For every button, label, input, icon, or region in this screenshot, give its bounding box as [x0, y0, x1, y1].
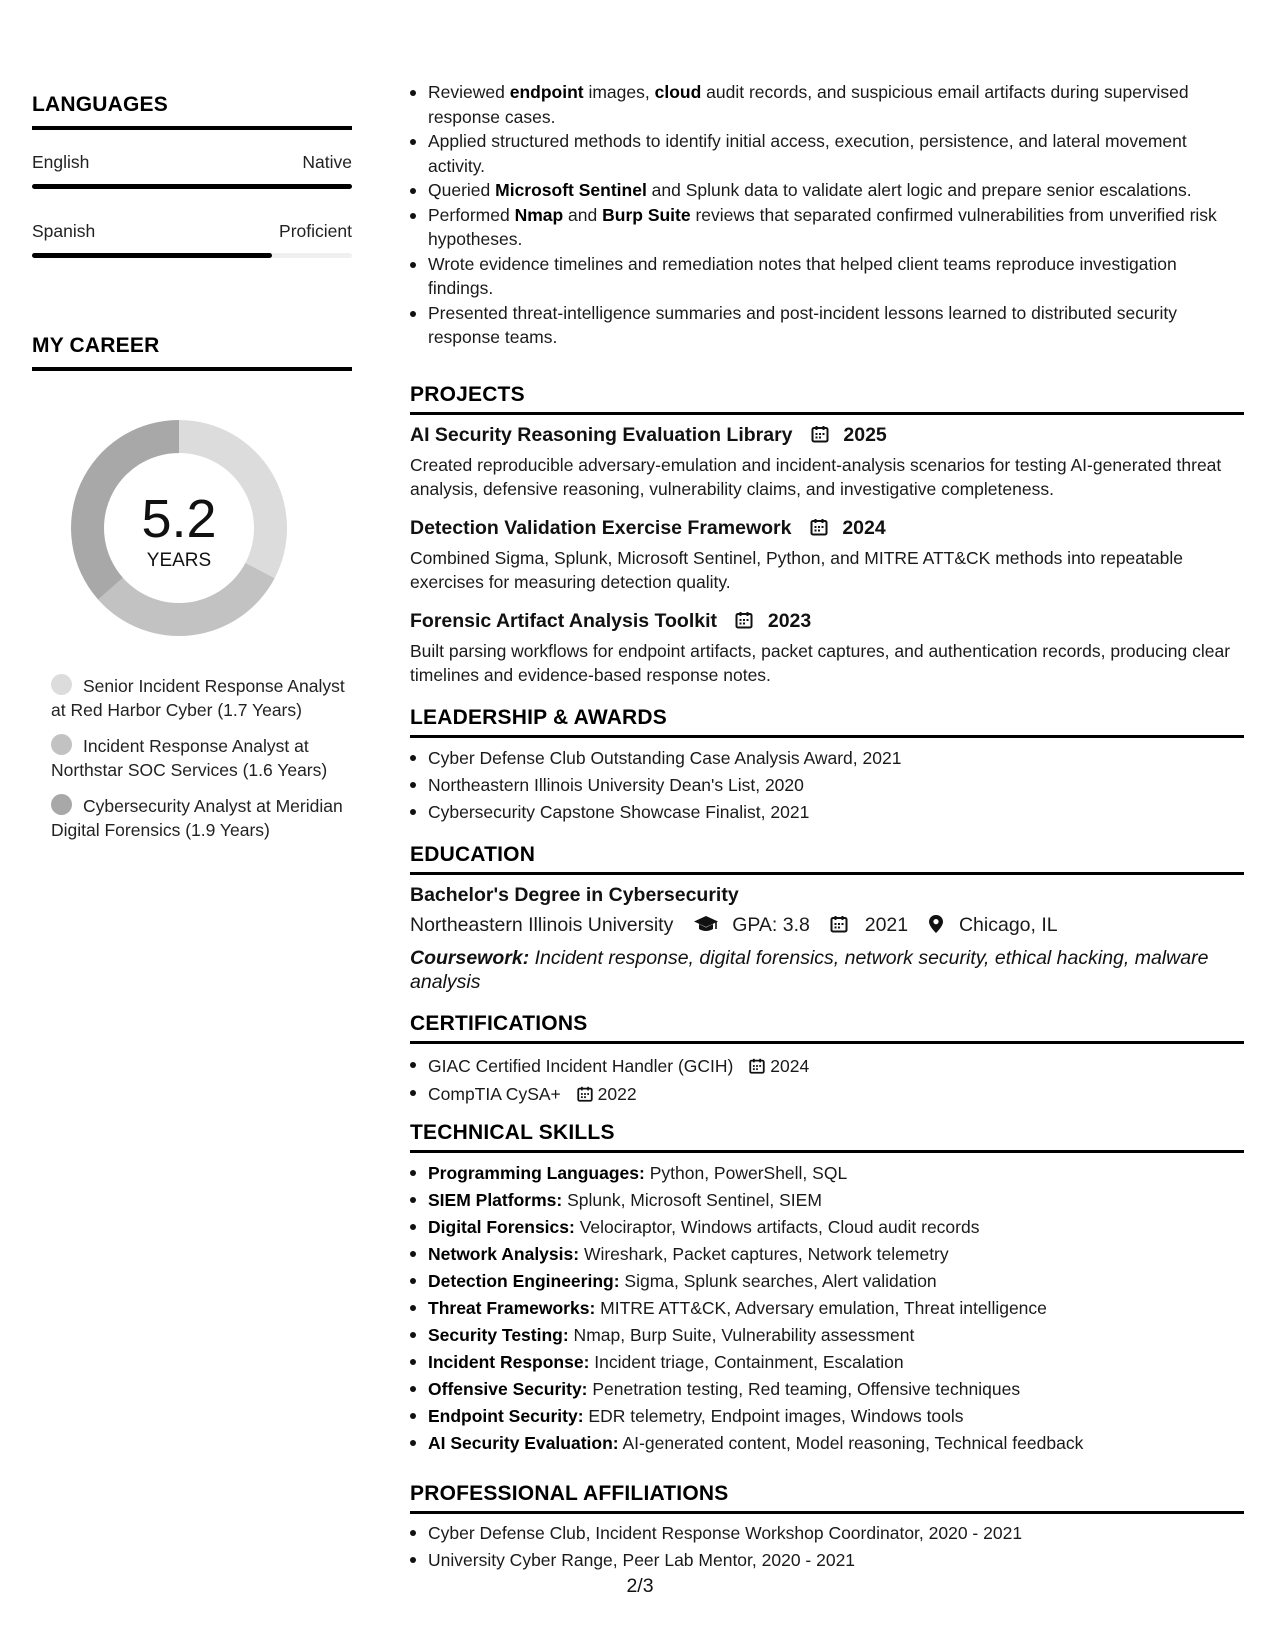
career-legend-item — [51, 734, 351, 782]
language-row-english — [32, 152, 352, 173]
leadership-rule — [410, 735, 1244, 738]
affiliation-item: University Cyber Range, Peer Lab Mentor, 2020 - 2021 — [410, 1547, 1244, 1574]
language-row-spanish — [32, 221, 352, 242]
project-description: Built parsing workflows for endpoint artifacts, packet captures, and authentication records, producing clear timelines and evidence-based response notes. — [410, 641, 1231, 685]
language-bar-fill — [32, 184, 352, 189]
coursework-label: Coursework: — [410, 947, 530, 969]
school-location: Chicago, IL — [958, 914, 1058, 936]
experience-bullet: Reviewed endpoint images, cloud audit records, and suspicious email artifacts during supervised response cases. — [410, 80, 1244, 129]
skill-item: SIEM Platforms: Splunk, Microsoft Sentinel, SIEM — [410, 1187, 1244, 1214]
skill-item: Security Testing: Nmap, Burp Suite, Vulnerability assessment — [410, 1322, 1244, 1349]
education-details — [410, 914, 1058, 937]
coursework — [410, 946, 1244, 994]
skill-item: Programming Languages: Python, PowerShell, SQL — [410, 1160, 1244, 1187]
skills-list — [410, 1160, 1244, 1457]
legend-dot — [51, 734, 72, 755]
career-legend-item — [51, 794, 351, 842]
career-label: Senior Incident Response Analyst at Red Harbor Cyber (1.7 Years) — [51, 676, 345, 720]
leadership-item: Cyber Defense Club Outstanding Case Analysis Award, 2021 — [410, 745, 1244, 772]
skill-item: Detection Engineering: Sigma, Splunk searches, Alert validation — [410, 1268, 1244, 1295]
skills-heading: TECHNICAL SKILLS — [410, 1121, 615, 1144]
skill-item: Threat Frameworks: MITRE ATT&CK, Adversary emulation, Threat intelligence — [410, 1295, 1244, 1322]
degree-title: Bachelor's Degree in Cybersecurity — [410, 884, 739, 906]
project-title: AI Security Reasoning Evaluation Library 2025 — [410, 424, 887, 446]
experience-bullet: Applied structured methods to identify initial access, execution, persistence, and lateral movement activity. — [410, 129, 1244, 178]
leadership-item: Cybersecurity Capstone Showcase Finalist, 2021 — [410, 799, 1244, 826]
calendar-icon — [809, 517, 829, 537]
career-heading: MY CAREER — [32, 334, 160, 357]
calendar-icon — [576, 1085, 594, 1103]
skills-rule — [410, 1150, 1244, 1153]
calendar-icon — [829, 914, 849, 934]
experience-bullet: Queried Microsoft Sentinel and Splunk data to validate alert logic and prepare senior escalations. — [410, 178, 1244, 203]
experience-bullets — [410, 80, 1244, 350]
skill-item: Network Analysis: Wireshark, Packet captures, Network telemetry — [410, 1241, 1244, 1268]
projects-rule — [410, 412, 1244, 415]
affiliation-item: Cyber Defense Club, Incident Response Workshop Coordinator, 2020 - 2021 — [410, 1520, 1244, 1547]
languages-heading-rule — [32, 126, 352, 130]
career-legend — [51, 674, 351, 854]
affiliations-rule — [410, 1511, 1244, 1514]
language-bar-spanish — [32, 253, 352, 258]
languages-heading: LANGUAGES — [32, 93, 168, 116]
donut-segment-2 — [98, 563, 274, 636]
coursework-text: Incident response, digital forensics, network security, ethical hacking, malware analysis — [410, 947, 1209, 993]
language-level: Proficient — [279, 221, 352, 241]
education-rule — [410, 872, 1244, 875]
affiliations-heading: PROFESSIONAL AFFILIATIONS — [410, 1482, 729, 1505]
graduation-cap-icon — [693, 914, 719, 934]
skill-item: AI Security Evaluation: AI-generated content, Model reasoning, Technical feedback — [410, 1430, 1244, 1457]
leadership-list — [410, 745, 1244, 826]
project-title: Forensic Artifact Analysis Toolkit 2023 — [410, 610, 812, 632]
experience-bullet: Wrote evidence timelines and remediation notes that helped client teams reproduce investigation findings. — [410, 252, 1244, 301]
career-label: Incident Response Analyst at Northstar SOC Services (1.6 Years) — [51, 736, 328, 780]
language-bar-english — [32, 184, 352, 189]
map-pin-icon — [928, 914, 944, 934]
career-legend-item — [51, 674, 351, 722]
skill-item: Digital Forensics: Velociraptor, Windows artifacts, Cloud audit records — [410, 1214, 1244, 1241]
certifications-list — [410, 1052, 1244, 1108]
career-label: Cybersecurity Analyst at Meridian Digital Forensics (1.9 Years) — [51, 796, 343, 840]
projects-heading: PROJECTS — [410, 383, 525, 406]
certifications-heading: CERTIFICATIONS — [410, 1012, 588, 1035]
leadership-heading: LEADERSHIP & AWARDS — [410, 706, 667, 729]
certification-item: CompTIA CySA+ 2022 — [410, 1080, 1244, 1108]
language-name: English — [32, 152, 90, 172]
career-heading-rule — [32, 367, 352, 371]
calendar-icon — [734, 610, 754, 630]
experience-bullet: Performed Nmap and Burp Suite reviews that separated confirmed vulnerabilities from unverified risk hypotheses. — [410, 203, 1244, 252]
calendar-icon — [810, 424, 830, 444]
career-years-unit: YEARS — [146, 550, 212, 571]
graduation-year: 2021 — [864, 914, 909, 936]
legend-dot — [51, 794, 72, 815]
page-number: 2/3 — [626, 1575, 654, 1597]
language-name: Spanish — [32, 221, 96, 241]
certification-item: GIAC Certified Incident Handler (GCIH) 2024 — [410, 1052, 1244, 1080]
certifications-rule — [410, 1041, 1244, 1044]
language-level: Native — [302, 152, 352, 172]
school-name: Northeastern Illinois University — [410, 914, 674, 936]
career-total-years: 5.2 — [141, 489, 217, 549]
education-heading: EDUCATION — [410, 843, 536, 866]
skill-item: Incident Response: Incident triage, Containment, Escalation — [410, 1349, 1244, 1376]
legend-dot — [51, 674, 72, 695]
language-bar-fill — [32, 253, 272, 258]
gpa: GPA: 3.8 — [732, 914, 810, 936]
project-title: Detection Validation Exercise Framework 2024 — [410, 517, 886, 539]
experience-bullet: Presented threat-intelligence summaries and post-incident lessons learned to distributed security response teams. — [410, 301, 1244, 350]
calendar-icon — [748, 1057, 766, 1075]
project-description: Combined Sigma, Splunk, Microsoft Sentinel, Python, and MITRE ATT&CK methods into repeatable exercises for measuring detection quality. — [410, 548, 1183, 592]
skill-item: Endpoint Security: EDR telemetry, Endpoint images, Windows tools — [410, 1403, 1244, 1430]
affiliations-list — [410, 1520, 1244, 1574]
leadership-item: Northeastern Illinois University Dean's List, 2020 — [410, 772, 1244, 799]
project-description: Created reproducible adversary-emulation and incident-analysis scenarios for testing AI-generated threat analysis, defensive reasoning, vulnerability claims, and investigative completeness. — [410, 455, 1222, 499]
skill-item: Offensive Security: Penetration testing, Red teaming, Offensive techniques — [410, 1376, 1244, 1403]
